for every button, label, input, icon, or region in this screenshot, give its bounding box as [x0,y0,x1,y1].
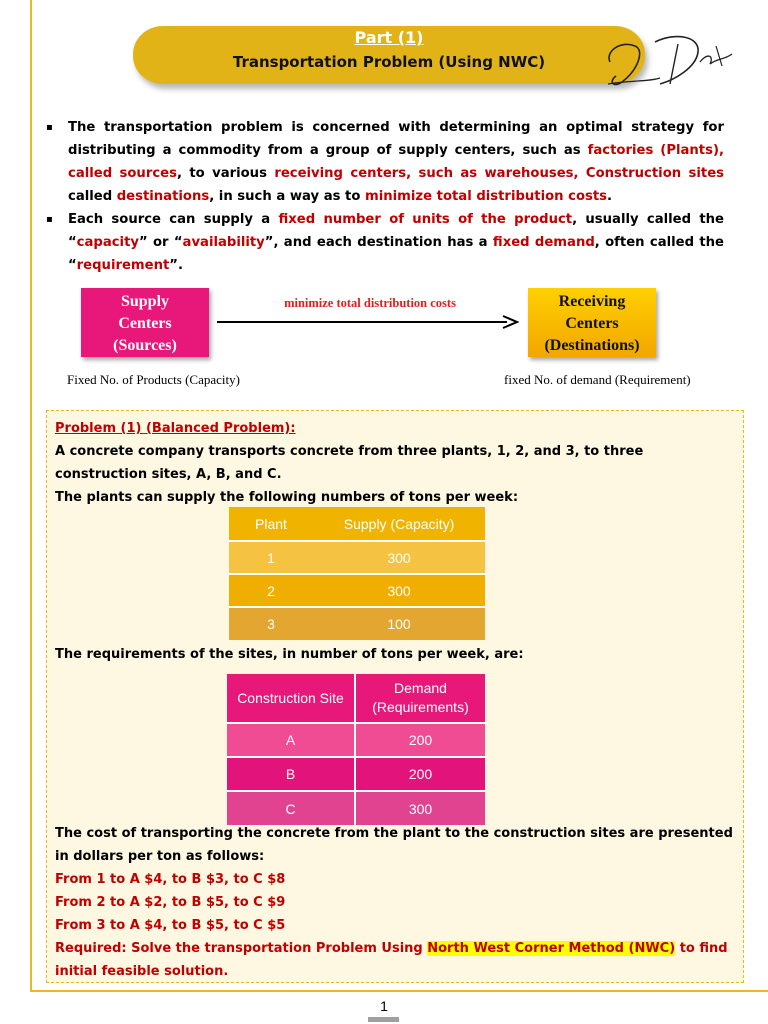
table-cell: 300 [355,791,485,825]
table-header: Construction Site [227,674,355,723]
emphasis-text: requirement [76,258,170,273]
demand-intro: The requirements of the sites, in number of tons per week, are: [55,647,524,662]
table-cell: 200 [355,757,485,791]
table-row [229,541,485,574]
required-suffix: to find initial feasible solution. [55,941,728,979]
table-cell: 100 [313,607,485,640]
emphasis-text: receiving centers, such as warehouses, Construction sites [274,166,725,181]
part-label: Part (1) [354,28,424,47]
emphasis-text: factories (Plants), called sources [68,143,724,181]
emphasis-text: destinations [116,189,210,204]
table-cell: 3 [229,607,313,640]
table-row [227,723,485,757]
problem-heading: Problem (1) (Balanced Problem): [55,421,296,436]
box-line: (Destinations) [544,337,640,354]
body-text: ” or “ [138,235,183,250]
emphasis-text: capacity [76,235,139,250]
receiving-centers-box [528,288,656,357]
body-text: called [68,189,117,204]
table-header: Supply (Capacity) [313,507,485,541]
table-cell: 200 [355,723,485,757]
table-cell: 300 [313,574,485,607]
table-row [229,607,485,640]
box-line: Centers [565,315,619,332]
emphasis-text: availability [182,235,265,250]
box-line: Receiving [558,293,626,310]
arrow-right-icon [217,315,519,329]
table-row [229,574,485,607]
requirement-caption: fixed No. of demand (Requirement) [504,372,691,387]
body-text: . [607,189,613,204]
required-prefix: Required: Solve the transportation Problem Using [55,941,428,956]
table-header: Demand (Requirements) [355,674,485,723]
problem-intro: A concrete company transports concrete from three plants, 1, 2, and 3, to three construction sites, A, B, and C. [55,444,644,482]
supply-intro: The plants can supply the following numbers of tons per week: [55,490,519,505]
bullet-text [68,208,724,277]
table-cell: 300 [313,541,485,574]
cost-line: From 2 to A $2, to B $5, to C $9 [55,895,286,910]
signature [600,22,740,102]
body-text: ”, and each destination has a [264,235,493,250]
demand-table [227,674,485,825]
emphasis-text: fixed demand [492,235,595,250]
body-text: , usually called the “ [68,212,724,250]
emphasis-text: fixed number of units of the product [278,212,573,227]
body-text: , to various [176,166,275,181]
body-text: , often called the “ [68,235,725,273]
table-cell: A [227,723,355,757]
nwc-highlight: North West Corner Method (NWC) [427,941,676,956]
arrow-label: minimize total distribution costs [284,296,456,310]
table-cell: B [227,757,355,791]
cost-line: From 3 to A $4, to B $5, to C $5 [55,918,286,933]
body-text: , in such a way as to [209,189,365,204]
body-text: Each source can supply a [68,212,279,227]
bullet-definition [46,116,724,208]
problem-box [46,410,744,983]
intro-section [46,116,724,277]
body-text: ”. [169,258,183,273]
page-title: Transportation Problem (Using NWC) [232,53,546,71]
page-number: 1 [380,998,388,1014]
table-header: Plant [229,507,313,541]
bullet-square-icon: ▪ [46,214,53,225]
supply-table [229,507,485,640]
box-line: Centers [118,315,172,332]
flow-diagram [60,285,720,395]
title-banner [133,26,645,84]
table-cell: 1 [229,541,313,574]
table-cell: 2 [229,574,313,607]
table-row [227,791,485,825]
table-cell: C [227,791,355,825]
table-row [227,757,485,791]
bullet-text [68,116,724,208]
cost-list [55,868,737,983]
required-statement [55,937,737,983]
supply-centers-box [81,288,209,357]
box-line: Supply [120,293,170,310]
emphasis-text: minimize total distribution costs [365,189,608,204]
bullet-square-icon: ▪ [46,122,53,133]
cost-intro: The cost of transporting the concrete from the plant to the construction sites are presented in dollars per ton as follows: [55,826,733,864]
bullet-capacity [46,208,724,277]
capacity-caption: Fixed No. of Products (Capacity) [67,372,240,387]
body-text: The transportation problem is concerned with determining an optimal strategy for distributing a commodity from a group of supply centers, such as [68,120,724,158]
box-line: (Sources) [113,337,177,354]
cost-line: From 1 to A $4, to B $3, to C $8 [55,872,286,887]
page-number-bar [368,1017,399,1022]
